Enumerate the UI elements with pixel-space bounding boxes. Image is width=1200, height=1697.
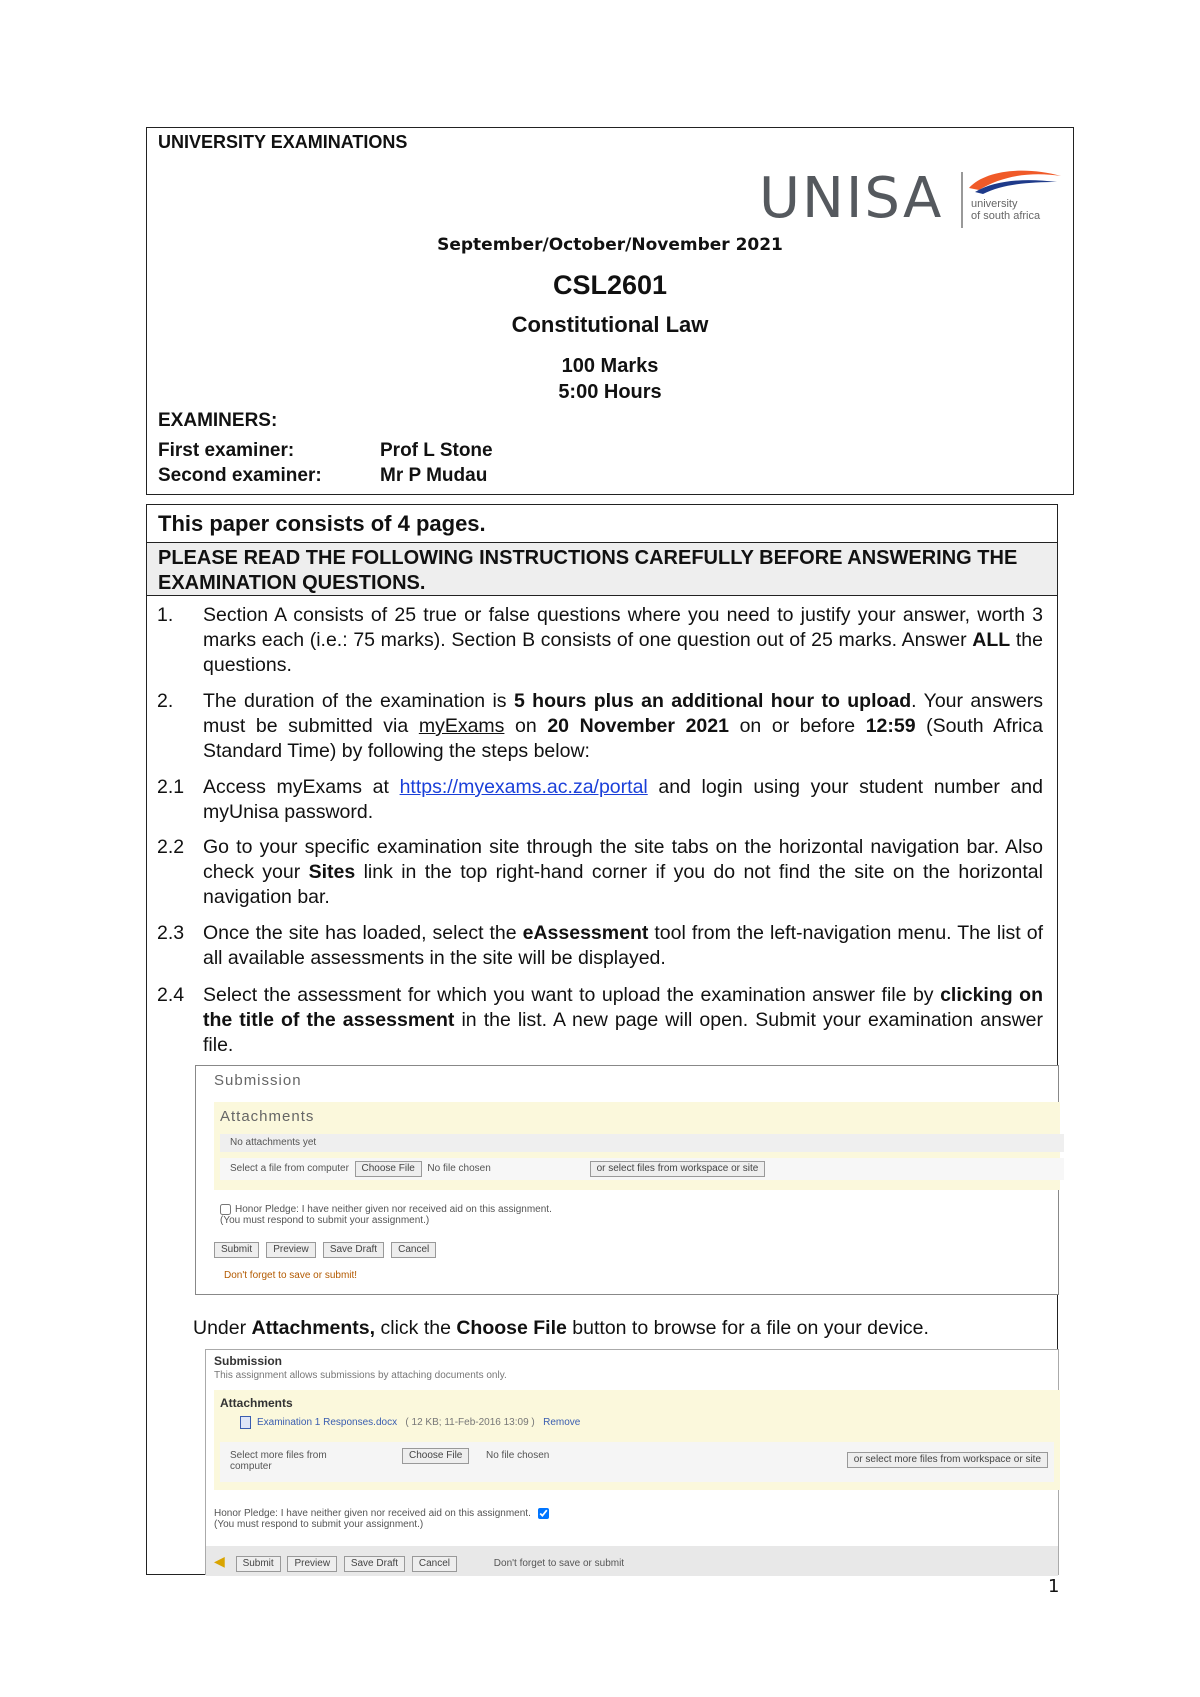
select-file-row: [220, 1158, 1064, 1180]
header-title: UNIVERSITY EXAMINATIONS: [158, 132, 408, 152]
honor-pledge: [214, 1508, 549, 1530]
submission-heading: Submission: [214, 1072, 302, 1089]
second-examiner-label: Second examiner:: [158, 465, 322, 486]
unisa-logo: [759, 166, 1069, 236]
attachments-instruction: Under Attachments, click the Choose File button to browse for a file on your device.: [193, 1317, 929, 1339]
attachments-panel: [214, 1102, 1060, 1190]
page-number: 1: [1048, 1576, 1060, 1597]
second-examiner-name: Mr P Mudau: [380, 465, 488, 486]
speaker-icon: ◀: [214, 1553, 225, 1569]
instruction-number: 2.3: [157, 922, 185, 944]
preview-button[interactable]: Preview: [287, 1556, 337, 1572]
honor-pledge-checkbox[interactable]: [538, 1508, 549, 1519]
exam-session: September/October/November 2021: [437, 235, 783, 255]
save-reminder: Don't forget to save or submit!: [224, 1270, 358, 1281]
attached-file-row: [240, 1416, 580, 1429]
page-count-line: This paper consists of 4 pages.: [158, 511, 486, 536]
no-file-chosen-text: No file chosen: [486, 1450, 550, 1461]
document-icon: [240, 1416, 251, 1429]
honor-pledge: [220, 1204, 552, 1226]
logo-subtitle: [971, 198, 1040, 222]
submission-heading: Submission: [214, 1354, 283, 1368]
choose-file-button[interactable]: Choose File: [355, 1161, 422, 1177]
instruction-text: The duration of the examination is 5 hours plus an additional hour to upload. Your answers must be submitted via myExams on 20 November 2021 on or before 12:59 (South Africa Standard Time) by following the steps below:: [203, 690, 1044, 762]
first-examiner-row: [158, 440, 493, 462]
submission-note: This assignment allows submissions by attaching documents only.: [214, 1370, 507, 1381]
select-more-files-label: Select more files from computer: [230, 1450, 327, 1472]
read-instructions-banner: PLEASE READ THE FOLLOWING INSTRUCTIONS CAREFULLY BEFORE ANSWERING THE EXAMINATION QUESTIONS.: [147, 542, 1057, 596]
submission-screenshot-2: [205, 1349, 1059, 1575]
select-file-label: Select a file from computer: [230, 1163, 349, 1174]
instruction-text: Once the site has loaded, select the eAssessment tool from the left-navigation menu. The list of all available assessments in the site will be displayed.: [203, 922, 1043, 969]
first-examiner-label: First examiner:: [158, 440, 295, 461]
myexams-portal-link[interactable]: https://myexams.ac.za/portal: [399, 776, 648, 798]
logo-divider: [961, 172, 963, 228]
logo-sub-line1: university: [971, 198, 1018, 210]
instruction-number: 2.4: [157, 984, 185, 1006]
pledge-note: (You must respond to submit your assignment.): [220, 1215, 430, 1227]
workspace-select-button[interactable]: or select more files from workspace or site: [847, 1452, 1048, 1468]
pledge-text: Honor Pledge: I have neither given nor received aid on this assignment.: [235, 1204, 552, 1216]
cancel-button[interactable]: Cancel: [412, 1556, 457, 1572]
total-marks: 100 Marks: [561, 355, 659, 377]
instruction-text: Go to your specific examination site through the site tabs on the horizontal navigation bar. Also check your Sites link in the top right-hand corner if you do not find the site on the horizontal navigation bar.: [203, 836, 1043, 908]
no-file-chosen-text: No file chosen: [427, 1163, 491, 1174]
choose-file-button[interactable]: Choose File: [402, 1448, 469, 1464]
instruction-number: 2.: [157, 690, 174, 712]
pledge-text: Honor Pledge: I have neither given nor received aid on this assignment.: [214, 1508, 531, 1520]
instructions-box: [146, 504, 1058, 1575]
pledge-note: (You must respond to submit your assignment.): [214, 1519, 424, 1531]
second-examiner-row: [158, 465, 487, 487]
action-bar: [206, 1546, 1058, 1576]
submit-button[interactable]: Submit: [236, 1556, 281, 1572]
attachments-panel: [214, 1390, 1060, 1490]
save-draft-button[interactable]: Save Draft: [323, 1242, 384, 1258]
logo-swoosh-icon: [965, 166, 1065, 196]
attached-file-name[interactable]: Examination 1 Responses.docx: [257, 1417, 398, 1429]
cancel-button[interactable]: Cancel: [391, 1242, 436, 1258]
logo-word: UNISA: [759, 166, 944, 231]
instruction-text: Select the assessment for which you want to upload the examination answer file by clicking on the title of the assessment in the list. A new page will open. Submit your examination answer file.: [203, 984, 1044, 1056]
preview-button[interactable]: Preview: [266, 1242, 316, 1258]
instruction-number: 2.2: [157, 836, 185, 858]
instruction-text: Section A consists of 25 true or false questions where you need to justify your answer, worth 3 marks each (i.e.: 75 marks). Section B consists of one question out of 25 marks. Answer ALL the questions.: [203, 604, 1043, 676]
instruction-number: 1.: [157, 604, 174, 626]
first-examiner-name: Prof L Stone: [380, 440, 493, 461]
module-code: CSL2601: [552, 270, 668, 300]
no-attachments-row: No attachments yet: [220, 1134, 1064, 1152]
course-name: Constitutional Law: [511, 312, 709, 337]
submission-screenshot-1: [195, 1065, 1059, 1295]
action-buttons: [214, 1242, 440, 1258]
submit-button[interactable]: Submit: [214, 1242, 259, 1258]
attached-file-meta: ( 12 KB; 11-Feb-2016 13:09 ): [405, 1417, 535, 1429]
workspace-select-button[interactable]: or select files from workspace or site: [590, 1161, 766, 1177]
marks-and-hours: [147, 353, 1073, 405]
save-reminder: Don't forget to save or submit: [493, 1558, 625, 1569]
logo-sub-line2: of south africa: [971, 210, 1041, 222]
exam-header-box: [146, 127, 1074, 495]
attachments-heading: Attachments: [220, 1108, 315, 1125]
duration-hours: 5:00 Hours: [558, 381, 662, 403]
save-draft-button[interactable]: Save Draft: [344, 1556, 405, 1572]
remove-link[interactable]: Remove: [543, 1417, 581, 1429]
select-more-files-row: [220, 1442, 1054, 1482]
instruction-text: Access myExams at https://myexams.ac.za/portal and login using your student number and myUnisa password.: [203, 776, 1043, 823]
honor-pledge-checkbox[interactable]: [220, 1204, 231, 1215]
instruction-number: 2.1: [157, 776, 185, 798]
examiners-label: EXAMINERS:: [158, 410, 278, 431]
attachments-heading: Attachments: [220, 1396, 293, 1410]
